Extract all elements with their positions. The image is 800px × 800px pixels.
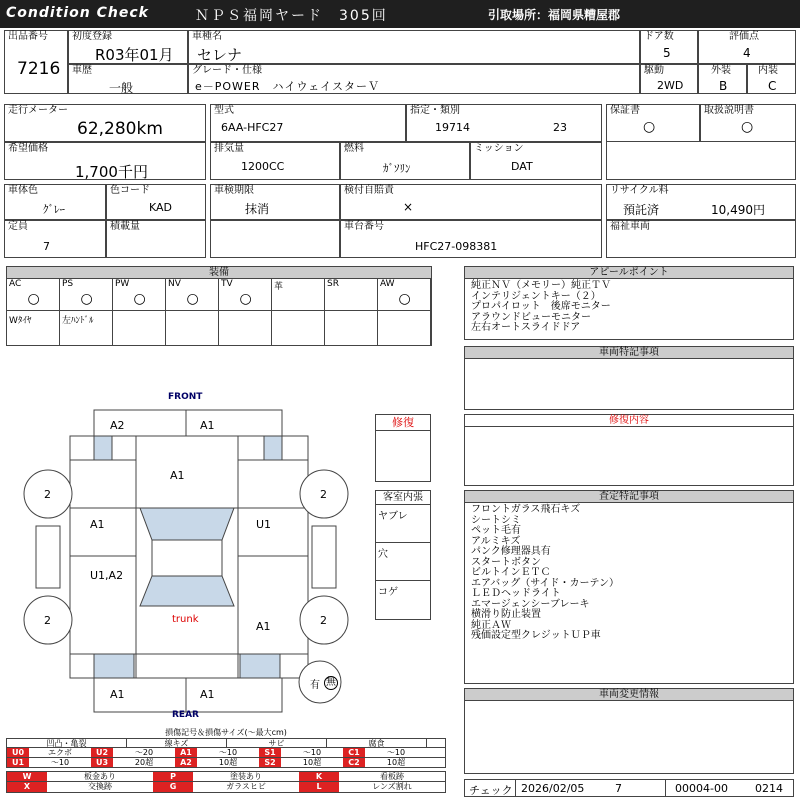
color-code-cell: 色コード KAD [106,184,206,220]
front-label: FRONT [168,392,203,402]
mission-cell: ミッション DAT [470,142,602,180]
legend-desc: 交換跡 [88,782,112,791]
drive: 2WD [657,79,684,92]
equipment-item [113,279,166,311]
equipment-extra-item [378,311,431,345]
car-name-cell: 車種名 セレナ [188,30,640,64]
assessment-notes-text: フロントガラス飛石キズ シートシミ ペット毛有 アルミキズ パンク修理器具有 スタートボタン ビルトインＥＴＣ エアバッグ（サイド・カーテン） ＬＥＤヘッドライト エマージェンシーブレーキ 横滑り防止装置 純正ＡＷ 残価設定型クレジットＵＰ車 [471,504,619,641]
interior-condition-box [375,490,431,620]
equipment-item-label: 革 [274,282,284,292]
legend-title: 損傷記号＆損傷サイズ(～最大cm) [165,728,287,737]
legend-desc: 10超 [218,758,238,767]
equipment-extra-item [325,311,378,345]
mark-left-rear-door: U1,A2 [90,569,124,582]
legend-code: K [299,772,339,781]
interior-item-tear: ヤブレ [376,505,430,543]
equipment-extra-item [166,311,219,345]
mileage-cell: 走行メーター 62,280km [4,104,206,142]
mark-front-bumper-left: A2 [110,419,125,432]
exterior-grade: B [719,79,728,93]
equipment-item [219,279,272,311]
mark-rear-bumper-left: A1 [110,688,125,701]
manual-cell: 取扱説明書 ○ [700,104,796,142]
category: 23 [553,121,567,134]
equipment-extra-item: Wﾀｲﾔ [7,311,60,345]
legend-code: G [153,782,193,792]
legend-code: U1 [7,758,29,767]
equipment-item-value: ○ [186,291,199,307]
sheet-title: Condition Check [6,5,149,21]
equipment-title: 装備 [7,267,431,279]
check-date: 2026/02/05 [521,782,585,795]
legend-row [6,758,446,768]
special-notes-box [464,346,794,410]
grade: e－POWER ハイウェイスターＶ [195,80,380,93]
damage-legend [6,728,446,798]
legend-desc: ～10 [386,748,406,757]
legend-code: C2 [343,758,365,767]
legend-code: P [153,772,193,781]
model-cell: 型式 6AA-HFC27 [210,104,406,142]
legend-code: S1 [259,748,281,757]
tire-front-right: 2 [320,488,327,501]
repair-title: 修復 [376,415,430,431]
welfare-cell: 福祉車両 [606,220,796,258]
rating: 4 [743,46,751,60]
appeal-points-box [464,266,794,340]
liability: × [403,200,414,214]
equipment-item [166,279,219,311]
legend-desc: エクボ [48,748,72,757]
check-label: チェック [469,784,513,797]
legend-desc: ～10 [218,748,238,757]
exterior-cell: 外装 B [698,64,747,94]
legend-desc: 10超 [386,758,406,767]
legend-desc: 塗装あり [230,772,262,781]
change-info-title: 車両変更情報 [465,689,793,701]
capacity-cell: 定員 7 [4,220,106,258]
interior-item-burn: コゲ [378,587,398,598]
load-cell: 積載量 [106,220,206,258]
mission: DAT [511,160,533,173]
legend-group: 線キズ [127,739,227,747]
interior-cell: 内装 C [747,64,796,94]
history: 一般 [109,81,134,95]
fuel: ｶﾞｿﾘﾝ [383,162,411,175]
legend-code: S2 [259,758,281,767]
body-color-cell: 車体色 ｸﾞﾚｰ [4,184,106,220]
rating-cell: 評価点 4 [698,30,796,64]
interior-grade: C [768,79,777,93]
chassis-cell: 車台番号 HFC27-098381 [340,220,602,258]
legend-desc: ～10 [50,758,70,767]
equipment-item [272,279,325,311]
legend-group: サビ [227,739,327,747]
trunk-label: trunk [172,614,199,625]
legend-desc: レンズ割れ [372,782,412,791]
assessment-notes-title: 査定特記事項 [465,491,793,503]
mark-hood: A1 [170,469,185,482]
lot-number: 7216 [17,59,61,79]
car-name: セレナ [197,46,243,64]
spare-tire-none: 無 [326,677,336,688]
designation-cell: 指定・類別 19714 23 [406,104,602,142]
liability-cell: 検付自賠責 × [340,184,602,220]
interior-condition-title: 客室内張 [376,491,430,505]
repair-content-box [464,414,794,486]
legend-desc: ～20 [134,748,154,757]
check-code-1: 00004-00 [675,782,728,795]
header-bar [0,0,800,28]
legend-desc: ガラスヒビ [226,782,266,791]
legend-code: L [299,782,339,792]
equipment-item-label: AC [9,279,22,289]
designation: 19714 [435,121,470,134]
equipment-extra-item: 左ﾊﾝﾄﾞﾙ [60,311,113,345]
recycle-fee: 10,490円 [711,203,765,217]
equipment-item [7,279,60,311]
legend-desc: 20超 [134,758,154,767]
repair-content-title: 修復内容 [465,415,793,427]
displacement: 1200CC [241,160,285,173]
equipment-item [325,279,378,311]
equipment-item-label: TV [221,279,233,289]
spare-tire-has: 有 [310,680,320,691]
drive-cell: 駆動 2WD [640,64,698,94]
assessment-notes-box [464,490,794,684]
equipment-item-label: AW [380,279,395,289]
mark-right-front-door: U1 [256,518,272,531]
pickup-location: 引取場所：福岡県糟屋郡 [488,8,621,22]
legend-code: X [7,782,47,792]
interior-item-hole: 穴 [376,543,430,581]
tire-front-left: 2 [44,488,51,501]
displacement-cell: 排気量 1200CC [210,142,340,180]
legend-code-row [6,782,446,793]
equipment-extra-item [219,311,272,345]
legend-group: 凹凸・亀裂 [7,739,127,747]
legend-code-row [6,771,446,782]
repair-box [375,414,431,482]
appeal-points-text: 純正ＮＶ（メモリー）純正ＴＶ インテリジェントキー（２） プロパイロット 後席モニター アラウンドビューモニター 左右オートスライドドア [471,280,611,333]
equipment-item-value: ○ [239,291,252,307]
equipment-extra-item [113,311,166,345]
legend-code: C1 [343,748,365,757]
desired-price-cell: 希望価格 1,700千円 [4,142,206,180]
manual: ○ [741,119,754,135]
equipment-extra-item [272,311,325,345]
first-reg: R03年01月 [95,46,174,64]
warranty: ○ [643,119,656,135]
legend-code: W [7,772,47,781]
appeal-points-title: アピールポイント [465,267,793,279]
capacity: 7 [43,240,50,253]
legend-row [6,748,446,758]
equipment-item-value: ○ [80,291,93,307]
equipment-item-label: SR [327,279,339,289]
legend-desc: 看板跡 [380,772,404,781]
rear-label: REAR [172,710,199,720]
mark-rear-bumper-right: A1 [200,688,215,701]
legend-code: U3 [91,758,113,767]
legend-group: 腐食 [327,739,427,747]
legend-code: A1 [175,748,197,757]
tire-rear-right: 2 [320,614,327,627]
model: 6AA-HFC27 [221,121,284,134]
inspection: 抹消 [245,202,270,216]
special-notes-title: 車両特記事項 [465,347,793,359]
recycle-status: 預託済 [623,203,660,217]
mark-front-bumper-right: A1 [200,419,215,432]
equipment-item-label: NV [168,279,181,289]
color-code: KAD [149,201,173,214]
doors: 5 [663,46,671,60]
equipment-item-label: PS [62,279,74,289]
legend-code: U2 [91,748,113,757]
chassis-number: HFC27-098381 [415,240,498,253]
equipment-item-label: PW [115,279,130,289]
legend-desc: 板金あり [84,772,116,781]
change-info-box [464,688,794,774]
equipment-item-value: ○ [27,291,40,307]
tire-rear-left: 2 [44,614,51,627]
diagram-labels [0,380,375,725]
mark-left-front-door: A1 [90,518,105,531]
mark-right-rear: A1 [256,620,271,633]
desired-price: 1,700千円 [75,163,148,181]
equipment-table [6,266,432,346]
check-bar [464,779,794,797]
legend-desc: ～10 [302,748,322,757]
inspection-cell: 車検期限 抹消 [210,184,340,220]
empty-cell [606,142,796,180]
lot-number-cell: 出品番号 7216 [4,30,68,94]
first-reg-cell: 初度登録 R03年01月 [68,30,188,64]
doors-cell: ドア数 5 [640,30,698,64]
body-color: ｸﾞﾚｰ [43,203,65,216]
equipment-item [378,279,431,311]
auction-title: ＮＰＳ福岡ヤード 305回 [195,8,388,24]
legend-code: U0 [7,748,29,757]
mileage: 62,280km [77,119,163,139]
equipment-item [60,279,113,311]
check-number: 7 [615,782,622,795]
legend-code: A2 [175,758,197,767]
check-code-2: 0214 [755,782,783,795]
fuel-cell: 燃料 ｶﾞｿﾘﾝ [340,142,470,180]
equipment-item-value: ○ [133,291,146,307]
equipment-item-value: ○ [398,291,411,307]
history-cell: 車歴 一般 [68,64,188,94]
legend-desc: 10超 [302,758,322,767]
recycle-cell: リサイクル料 預託済 10,490円 [606,184,796,220]
grade-cell: グレード・仕様 e－POWER ハイウェイスターＶ [188,64,640,94]
chassis-left-cell [210,220,340,258]
warranty-cell: 保証書 ○ [606,104,700,142]
